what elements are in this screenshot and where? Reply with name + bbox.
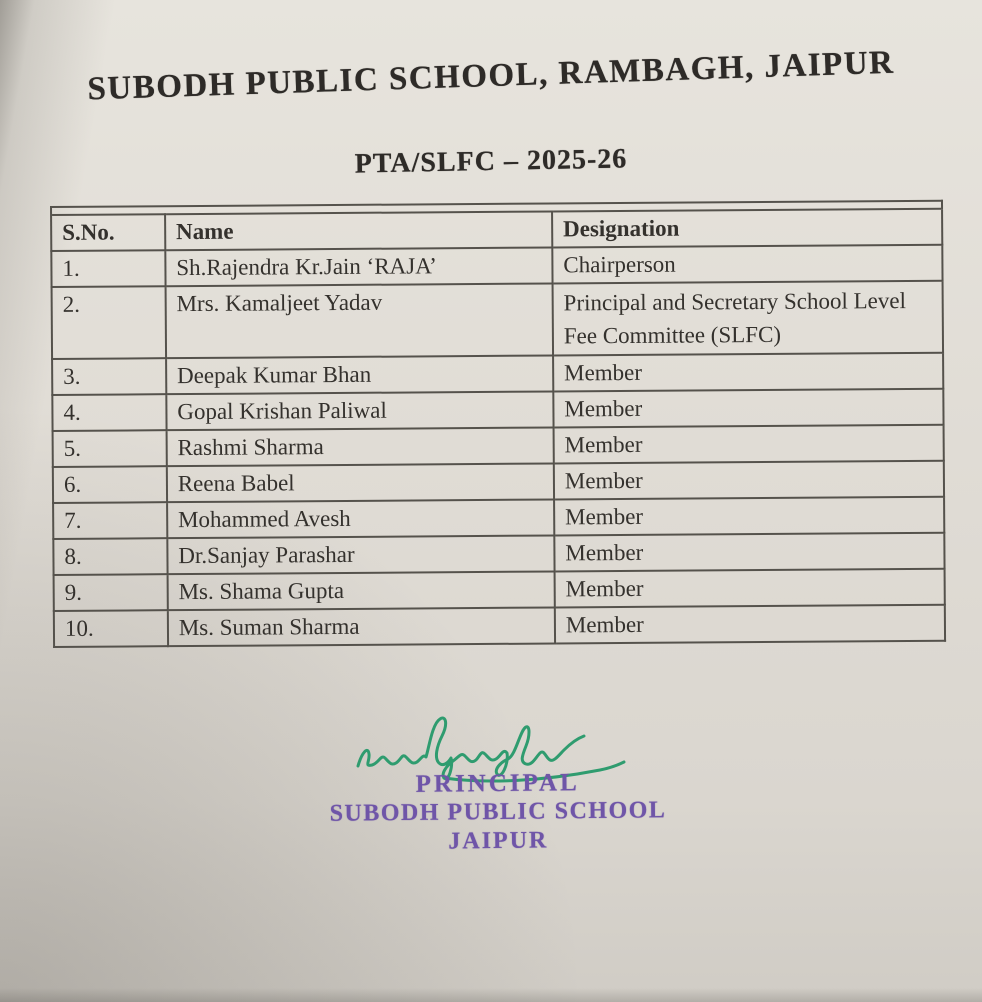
table-row <box>52 389 943 431</box>
name-cell: Deepak Kumar Bhan <box>166 355 553 394</box>
table-row <box>51 245 942 287</box>
designation-cell: Principal and Secretary School Level Fee Committee (SLFC) <box>552 281 943 356</box>
sno-cell: 2. <box>52 286 166 359</box>
table-row <box>52 353 943 395</box>
name-cell: Ms. Shama Gupta <box>167 571 554 610</box>
committee-table <box>50 200 946 648</box>
designation-cell: Member <box>554 569 944 608</box>
committee-table-wrapper <box>50 200 946 648</box>
designation-cell: Chairperson <box>552 245 942 284</box>
designation-cell: Member <box>553 425 943 464</box>
sno-cell: 5. <box>53 430 167 467</box>
table-row <box>54 605 945 647</box>
stamp-line-school: SUBODH PUBLIC SCHOOL <box>329 797 667 827</box>
column-header-name: Name <box>165 211 552 250</box>
table-row <box>53 425 944 467</box>
table-row <box>54 569 945 611</box>
page-bottom-shadow <box>0 988 982 1002</box>
table-row <box>53 497 944 539</box>
name-cell: Reena Babel <box>167 463 554 502</box>
designation-cell: Member <box>554 533 944 572</box>
page-subtitle: PTA/SLFC – 2025-26 <box>354 143 628 180</box>
name-cell: Gopal Krishan Paliwal <box>166 391 553 430</box>
sno-cell: 7. <box>53 502 167 539</box>
designation-cell: Member <box>555 605 945 644</box>
name-cell: Mrs. Kamaljeet Yadav <box>165 283 553 358</box>
sno-cell: 4. <box>52 394 166 431</box>
table-row <box>53 533 944 575</box>
designation-cell: Member <box>554 461 944 500</box>
name-cell: Rashmi Sharma <box>166 427 553 466</box>
sno-cell: 8. <box>53 538 167 575</box>
principal-stamp <box>318 768 679 858</box>
stamp-line-principal: PRINCIPAL <box>415 769 580 798</box>
sno-cell: 9. <box>54 574 168 611</box>
table-row <box>52 281 943 359</box>
name-cell: Mohammed Avesh <box>167 499 554 538</box>
designation-cell: Member <box>554 497 944 536</box>
page-title: SUBODH PUBLIC SCHOOL, RAMBAGH, JAIPUR <box>86 44 895 108</box>
name-cell: Dr.Sanjay Parashar <box>167 535 554 574</box>
table-row <box>53 461 944 503</box>
column-header-designation: Designation <box>552 209 942 248</box>
sno-cell: 6. <box>53 466 167 503</box>
sno-cell: 1. <box>51 250 165 287</box>
sno-cell: 3. <box>52 358 166 395</box>
table-header-row <box>51 209 942 251</box>
stamp-line-city: JAIPUR <box>448 827 549 855</box>
sno-cell: 10. <box>54 610 168 647</box>
name-cell: Sh.Rajendra Kr.Jain ‘RAJA’ <box>165 247 552 286</box>
column-header-sno: S.No. <box>51 214 165 251</box>
name-cell: Ms. Suman Sharma <box>168 607 555 646</box>
designation-cell: Member <box>553 353 943 392</box>
designation-cell: Member <box>553 389 943 428</box>
